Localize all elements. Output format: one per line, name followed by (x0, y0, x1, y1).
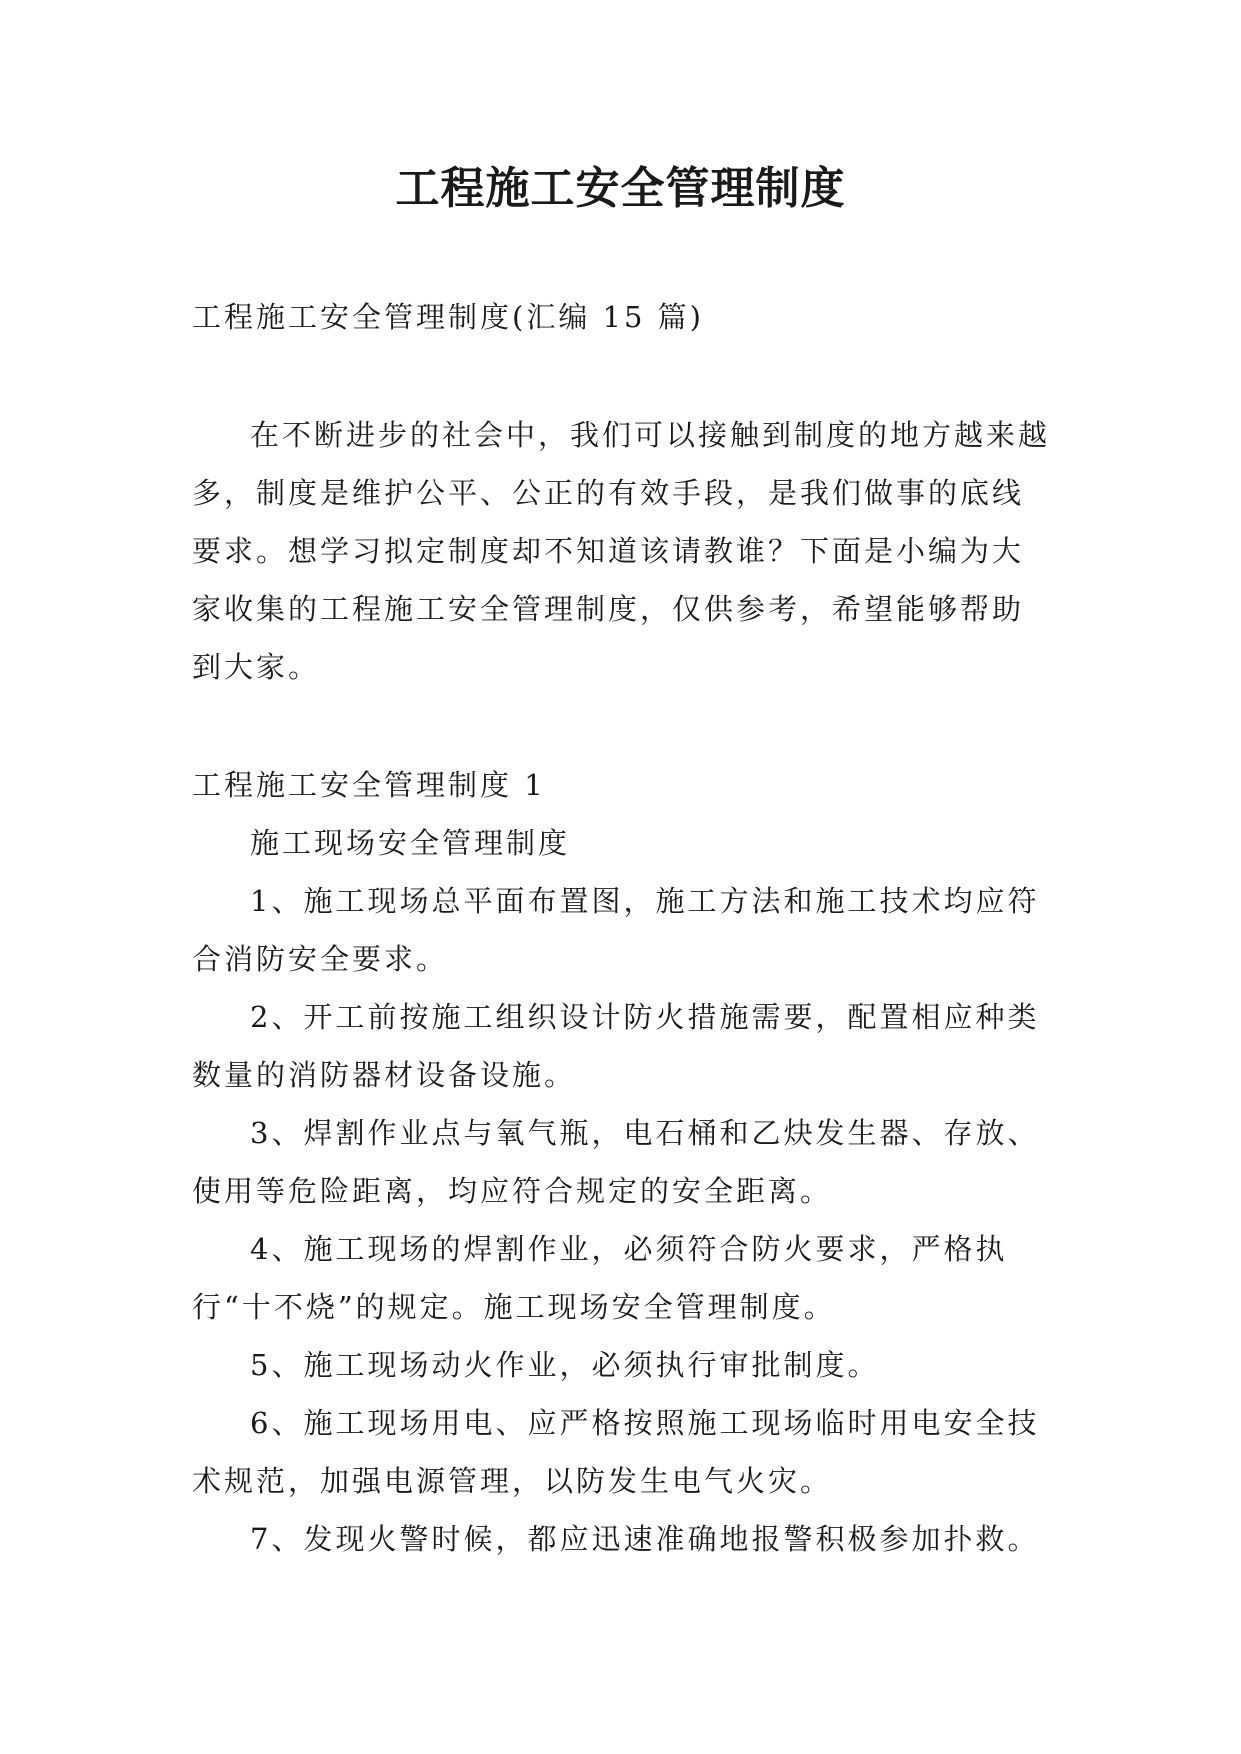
list-item: 2、开工前按施工组织设计防火措施需要，配置相应种类数量的消防器材设备设施。 (192, 1000, 1040, 1092)
section-subheading: 施工现场安全管理制度 (250, 826, 571, 860)
list-item: 1、施工现场总平面布置图，施工方法和施工技术均应符合消防安全要求。 (192, 884, 1040, 976)
list-item: 5、施工现场动火作业，必须执行审批制度。 (250, 1348, 880, 1382)
list-item: 4、施工现场的焊割作业，必须符合防火要求，严格执行“十不烧”的规定。施工现场安全管理制度。 (192, 1232, 1008, 1324)
document-title: 工程施工安全管理制度 (395, 163, 846, 214)
section-1 (192, 756, 1052, 1568)
list-item: 6、施工现场用电、应严格按照施工现场临时用电安全技术规范，加强电源管理，以防发生电气火灾。 (192, 1406, 1040, 1498)
section-heading: 工程施工安全管理制度 1 (192, 768, 546, 802)
intro-paragraph: 在不断进步的社会中，我们可以接触到制度的地方越来越多，制度是维护公平、公正的有效手段，是我们做事的底线要求。想学习拟定制度却不知道该请教谁？下面是小编为大家收集的工程施工安全管理制度，仅供参考，希望能够帮助到大家。 (192, 418, 1051, 684)
list-item: 7、发现火警时候，都应迅速准确地报警积极参加扑救。 (250, 1522, 1040, 1556)
list-item: 3、焊割作业点与氧气瓶，电石桶和乙炔发生器、存放、使用等危险距离，均应符合规定的安全距离。 (192, 1116, 1040, 1208)
document-subtitle: 工程施工安全管理制度(汇编 15 篇) (192, 300, 704, 334)
